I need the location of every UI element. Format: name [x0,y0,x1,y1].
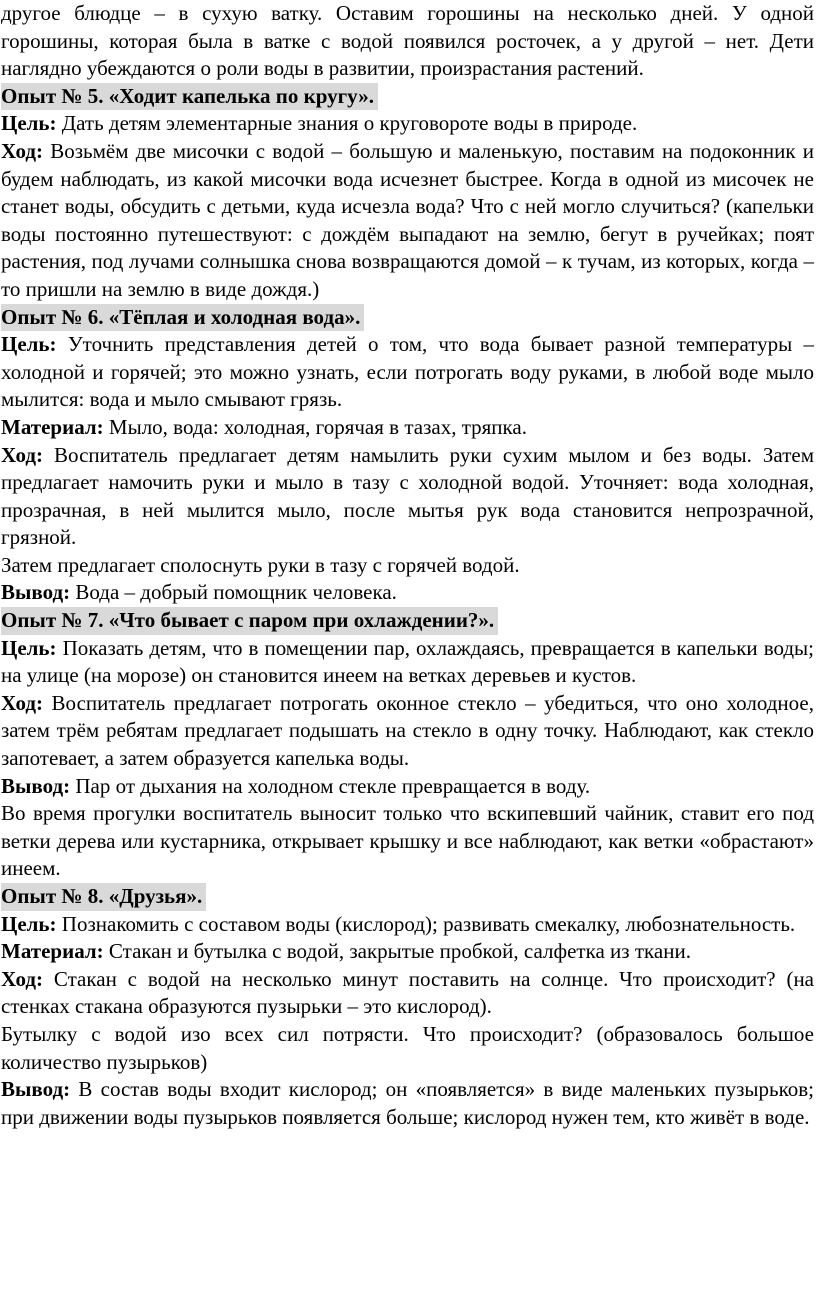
exp6-material [1,414,814,442]
exp6-heading [1,304,814,332]
exp7-goal-text: Показать детям, что в помещении пар, охлаждаясь, превращается в капельки воды; на улице (на морозе) он становится инеем на ветках деревьев и кустов. [1,635,814,688]
exp6-material-text: Мыло, вода: холодная, горячая в тазах, тряпка. [108,414,527,439]
exp5-course [1,138,814,304]
exp8-course [1,966,814,1021]
exp5-course-text: Возьмём две мисочки с водой – большую и маленькую, поставим на подоконник и будем наблюдать, из какой мисочки вода исчезнет быстрее. Когда в одной из мисочек не станет воды, обсудить с детьми, куда исчезла вода? Что с ней могло случиться? (капельки воды постоянно путешествуют: с дождём выпадают на землю, бегут в ручейках; поят растения, под лучами солнышка снова возвращаются домой – к тучам, из которых, когда – то пришли на землю в виде дождя.) [1,138,814,301]
exp8-course-text: Стакан с водой на несколько минут поставить на солнце. Что происходит? (на стенках стакана образуются пузырьки – это кислород). [1,966,815,1019]
exp7-title: Опыт № 7. «Что бывает с паром при охлаждении?». [1,607,498,635]
exp5-title: Опыт № 5. «Ходит капелька по кругу». [1,83,378,111]
exp6-goal [1,331,814,414]
exp7-conclusion-text: Пар от дыхания на холодном стекле превращается в воду. [75,773,591,798]
exp6-goal-text: Уточнить представления детей о том, что вода бывает разной температуры – холодной и горячей; это можно узнать, если потрогать воду руками, в любой воде мыло мылится: вода и мыло смывают грязь. [1,332,814,412]
exp8-title: Опыт № 8. «Друзья». [1,883,206,911]
exp6-conclusion-text: Вода – добрый помощник человека. [75,580,397,605]
exp7-heading [1,607,814,635]
exp6-extra: Затем предлагает сполоснуть руки в тазу с горячей водой. [1,552,520,577]
exp8-conclusion [1,1076,814,1131]
exp8-goal-text: Познакомить с составом воды (кислород); развивать смекалку, любознательность. [61,911,796,936]
exp7-conclusion [1,773,814,801]
exp6-goal-label: Цель: [1,332,57,357]
exp7-course [1,690,814,773]
exp7-course-label: Ход: [1,690,44,715]
exp8-material [1,938,814,966]
exp6-conclusion-label: Вывод: [1,580,71,605]
exp8-course-label: Ход: [1,966,44,991]
exp6-course-text: Воспитатель предлагает детям намылить руки сухим мылом и без воды. Затем предлагает намочить руки и мыло в тазу с холодной водой. Уточняет: вода холодная, прозрачная, в ней мылится мыло, после мытья рук вода становится непрозрачной, грязной. [1,442,814,550]
exp8-conclusion-text: В состав воды входит кислород; он «появляется» в виде маленьких пузырьков; при движении воды пузырьков появляется больше; кислород нужен тем, кто живёт в воде. [1,1077,814,1129]
exp8-heading [1,883,814,911]
exp8-material-label: Материал: [1,939,104,964]
exp6-course-label: Ход: [1,442,44,467]
exp8-extra: Бутылку с водой изо всех сил потрясти. Что происходит? (образовалось большое количество пузырьков) [1,1021,814,1074]
exp5-goal-text: Дать детям элементарные знания о круговороте воды в природе. [61,111,638,136]
exp8-goal-label: Цель: [1,911,57,936]
exp5-goal-label: Цель: [1,111,57,136]
exp6-material-label: Материал: [1,414,104,439]
exp5-heading [1,83,814,111]
exp7-goal-label: Цель: [1,635,57,660]
exp8-conclusion-label: Вывод: [1,1077,71,1102]
exp6-conclusion [1,579,814,607]
exp7-course-text: Воспитатель предлагает потрогать оконное стекло – убедиться, что оно холодное, затем трём ребятам предлагает подышать на стекло в одну точку. Наблюдают, как стекло запотевает, а затем образуется капелька воды. [1,690,814,771]
exp6-course [1,442,814,552]
exp7-goal [1,635,814,690]
exp8-goal [1,911,814,939]
exp5-course-label: Ход: [1,138,44,163]
exp7-extra: Во время прогулки воспитатель выносит только что вскипевший чайник, ставит его под ветки дерева или кустарника, открывает крышку и все наблюдают, как ветки «обрастают» инеем. [1,801,814,881]
exp7-conclusion-label: Вывод: [1,773,71,798]
exp5-goal [1,110,814,138]
exp6-title: Опыт № 6. «Тёплая и холодная вода». [1,304,364,332]
intro-paragraph: другое блюдце – в сухую ватку. Оставим горошины на несколько дней. У одной горошины, которая была в ватке с водой появился росточек, а у другой – нет. Дети наглядно убеждаются о роли воды в развитии, произрастания растений. [1,1,814,81]
exp8-material-text: Стакан и бутылка с водой, закрытые пробкой, салфетка из ткани. [108,939,691,964]
